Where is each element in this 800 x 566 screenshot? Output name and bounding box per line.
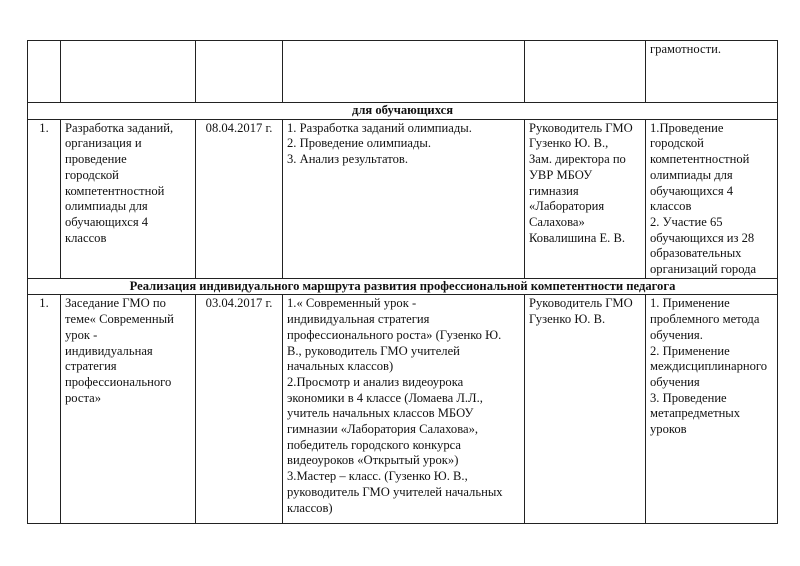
cell-num xyxy=(28,41,61,103)
table-row xyxy=(28,295,778,524)
cell-name: Разработка заданий, организация и проведение городской компетентностной олимпиады для обучающихся 4 классов xyxy=(61,119,196,278)
cell-content: 1. Разработка заданий олимпиады. 2. Проведение олимпиады. 3. Анализ результатов. xyxy=(283,119,525,278)
cell-date: 08.04.2017 г. xyxy=(196,119,283,278)
cell-date xyxy=(196,41,283,103)
cell-responsible: Руководитель ГМО Гузенко Ю. В., Зам. директора по УВР МБОУ гимназия «Лаборатория Салахова» Ковалишина Е. В. xyxy=(525,119,646,278)
cell-result: грамотности. xyxy=(646,41,778,103)
cell-num: 1. xyxy=(28,119,61,278)
cell-content: 1.« Современный урок - индивидуальная стратегия профессионального роста» (Гузенко Ю. В., руководитель ГМО учителей начальных классов) 2.Просмотр и анализ видеоурока экономики в 4 классе (Ломаева Л.Л., учитель начальных классов МБОУ гимназии «Лаборатория Салахова», победитель городского конкурса видеоуроков «Открытый урок») 3.Мастер – класс. (Гузенко Ю. В., руководитель ГМО учителей начальных классов) xyxy=(283,295,525,524)
section-heading-row xyxy=(28,278,778,295)
cell-name: Заседание ГМО по теме« Современный урок - индивидуальная стратегия профессионального роста» xyxy=(61,295,196,524)
cell-result: 1.Проведение городской компетентностной олимпиады для обучающихся 4 классов 2. Участие 65 обучающихся из 28 образовательных организаций города xyxy=(646,119,778,278)
section-heading-row xyxy=(28,103,778,120)
cell-responsible xyxy=(525,41,646,103)
cell-result: 1. Применение проблемного метода обучения. 2. Применение междисциплинарного обучения 3. Проведение метапредметных уроков xyxy=(646,295,778,524)
cell-content xyxy=(283,41,525,103)
cell-responsible: Руководитель ГМО Гузенко Ю. В. xyxy=(525,295,646,524)
plan-table xyxy=(27,40,778,524)
section-heading: Реализация индивидуального маршрута развития профессиональной компетентности педагога xyxy=(28,278,778,295)
cell-name xyxy=(61,41,196,103)
section-heading: для обучающихся xyxy=(28,103,778,120)
cell-num: 1. xyxy=(28,295,61,524)
table-row xyxy=(28,119,778,278)
cell-date: 03.04.2017 г. xyxy=(196,295,283,524)
table-row xyxy=(28,41,778,103)
